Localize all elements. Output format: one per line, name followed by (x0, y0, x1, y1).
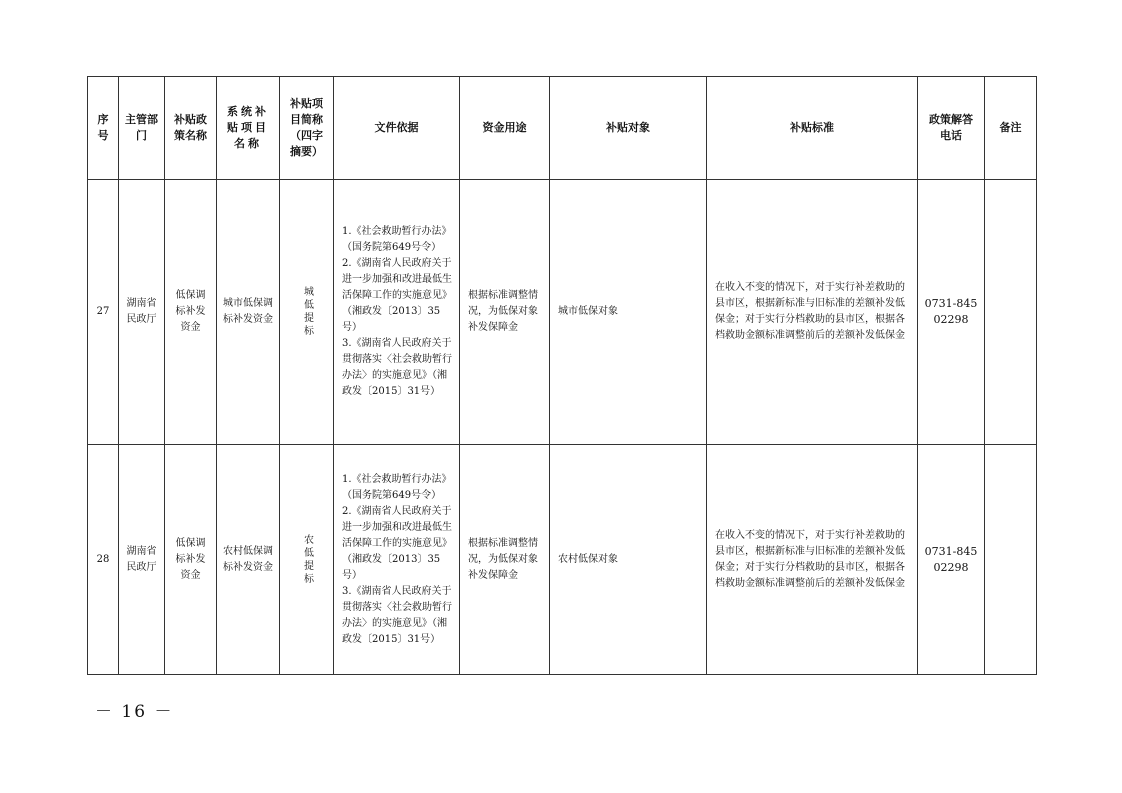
cell-standard: 在收入不变的情况下，对于实行补差救助的县市区，根据新标准与旧标准的差额补发低保金；对于实行分档救助的县市区，根据各档救助金额标准调整前后的差额补发低保金 (707, 180, 918, 445)
cell-seq: 27 (88, 180, 119, 445)
page-number: － 16 － (95, 702, 174, 722)
cell-remark (985, 180, 1037, 445)
cell-dept: 湖南省民政厅 (119, 445, 165, 675)
header-hotline: 政策解答电话 (918, 77, 985, 180)
cell-remark (985, 445, 1037, 675)
cell-system-item: 城市低保调标补发资金 (217, 180, 280, 445)
cell-policy-name: 低保调标补发资金 (165, 445, 217, 675)
header-policy-name: 补贴政策名称 (165, 77, 217, 180)
cell-hotline: 0731-84502298 (918, 180, 985, 445)
policy-table (87, 76, 1037, 675)
cell-seq: 28 (88, 445, 119, 675)
cell-standard: 在收入不变的情况下，对于实行补差救助的县市区，根据新标准与旧标准的差额补发低保金；对于实行分档救助的县市区，根据各档救助金额标准调整前后的差额补发低保金 (707, 445, 918, 675)
cell-target: 城市低保对象 (550, 180, 707, 445)
cell-short-name: 城低提标 (301, 286, 313, 338)
header-standard: 补贴标准 (707, 77, 918, 180)
table-header-row (88, 77, 1037, 180)
cell-basis: 1.《社会救助暂行办法》（国务院第649号令） 2.《湖南省人民政府关于进一步加强和改进最低生活保障工作的实施意见》（湘政发〔2013〕35号） 3.《湖南省人民政府关于贯彻落实〈社会救助暂行办法〉的实施意见》（湘政发〔2015〕31号） (334, 180, 460, 445)
header-short-name: 补贴项目简称（四字摘要） (280, 77, 334, 180)
cell-dept: 湖南省民政厅 (119, 180, 165, 445)
cell-short-name: 农低提标 (301, 533, 313, 586)
cell-usage: 根据标准调整情况，为低保对象补发保障金 (460, 445, 550, 675)
cell-target: 农村低保对象 (550, 445, 707, 675)
table-row (88, 445, 1037, 675)
header-remark: 备注 (985, 77, 1037, 180)
header-basis: 文件依据 (334, 77, 460, 180)
table-row (88, 180, 1037, 445)
header-usage: 资金用途 (460, 77, 550, 180)
cell-usage: 根据标准调整情况，为低保对象补发保障金 (460, 180, 550, 445)
header-system-item: 系统补贴项目名称 (217, 77, 280, 180)
cell-basis: 1.《社会救助暂行办法》（国务院第649号令） 2.《湖南省人民政府关于进一步加强和改进最低生活保障工作的实施意见》（湘政发〔2013〕35号） 3.《湖南省人民政府关于贯彻落实〈社会救助暂行办法〉的实施意见》（湘政发〔2015〕31号） (334, 445, 460, 675)
cell-policy-name: 低保调标补发资金 (165, 180, 217, 445)
header-seq: 序号 (88, 77, 119, 180)
header-target: 补贴对象 (550, 77, 707, 180)
header-dept: 主管部门 (119, 77, 165, 180)
cell-hotline: 0731-84502298 (918, 445, 985, 675)
cell-system-item: 农村低保调标补发资金 (217, 445, 280, 675)
